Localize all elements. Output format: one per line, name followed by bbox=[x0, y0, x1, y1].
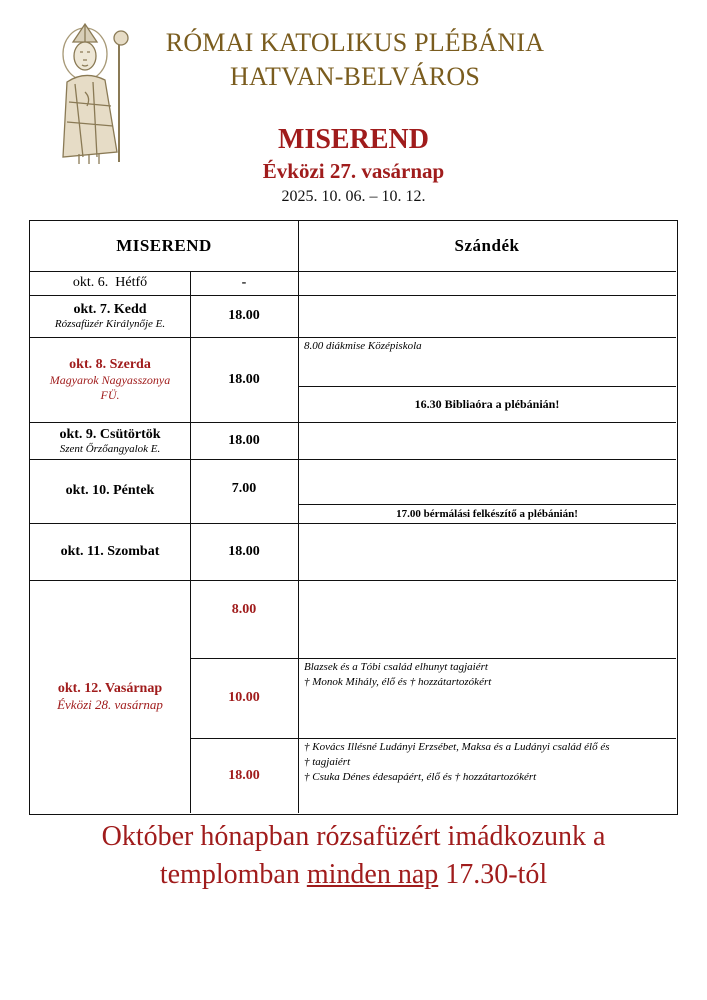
day-cell bbox=[30, 337, 190, 422]
feast-label: Szent Őrzőangyalok E. bbox=[59, 442, 161, 455]
announcement-emphasis: minden nap bbox=[306, 859, 439, 890]
time-cell: 8.00 bbox=[231, 602, 257, 617]
intention-line: † Monok Mihály, élő és † hozzátartozókért bbox=[304, 676, 492, 688]
day-cell bbox=[30, 271, 190, 295]
intention-line: Blazsek és a Tóbi család elhunyt tagjaiért bbox=[304, 661, 488, 673]
day-cell bbox=[30, 580, 190, 814]
time-cell: - bbox=[241, 275, 247, 290]
day-label: okt. 7. Kedd bbox=[73, 302, 147, 317]
intention-list bbox=[304, 660, 491, 690]
parish-name-line1: RÓMAI KATOLIKUS PLÉBÁNIA bbox=[165, 28, 545, 57]
time-cell: 7.00 bbox=[231, 481, 257, 496]
day-label: okt. 8. Szerda bbox=[69, 356, 151, 372]
time-cell: 18.00 bbox=[228, 543, 260, 559]
header-miserend: MISEREND bbox=[116, 236, 212, 255]
day-cell bbox=[30, 459, 190, 523]
intention-list bbox=[304, 740, 610, 785]
feast-label: Rózsafüzér Királynője E. bbox=[54, 318, 166, 330]
day-label: okt. 11. Szombat bbox=[60, 543, 160, 559]
time-cell: 18.00 bbox=[228, 371, 260, 387]
intention-line: † Kovács Illésné Ludányi Erzsébet, Maksa és a Ludányi család élő és bbox=[304, 741, 610, 753]
day-cell bbox=[30, 523, 190, 580]
time-cell: 18.00 bbox=[228, 432, 260, 448]
announcement-text: 17.00 bérmálási felkészítő a plébánián! bbox=[396, 507, 578, 520]
intention-line: † tagjaiért bbox=[304, 756, 351, 768]
time-cell: 10.00 bbox=[228, 690, 260, 705]
time-cell: 18.00 bbox=[228, 768, 260, 783]
day-label: okt. 12. Vasárnap bbox=[57, 681, 163, 696]
day-label: okt. 6. Hétfő bbox=[72, 275, 148, 290]
time-cell: 18.00 bbox=[228, 308, 260, 323]
announcement-line1: Október hónapban rózsafüzért imádkozunk a bbox=[101, 821, 606, 852]
day-label: okt. 9. Csütörtök bbox=[59, 426, 161, 442]
intention-line: † Csuka Dénes édesapáért, élő és † hozzátartozókért bbox=[304, 771, 537, 783]
announcement-text: 17.30-tól bbox=[438, 859, 548, 890]
announcement-text: templomban bbox=[159, 859, 307, 890]
mass-schedule-table bbox=[29, 220, 678, 815]
day-label: okt. 10. Péntek bbox=[65, 483, 155, 498]
parish-name-line2: HATVAN-BELVÁROS bbox=[229, 62, 481, 91]
page-title: MISEREND bbox=[278, 124, 429, 155]
date-range: 2025. 10. 06. – 10. 12. bbox=[281, 188, 426, 205]
feast-label: Évközi 28. vasárnap bbox=[57, 697, 163, 712]
day-cell bbox=[30, 422, 190, 459]
intention-text: 8.00 diákmise Középiskola bbox=[304, 340, 422, 352]
rosary-announcement bbox=[0, 818, 707, 894]
day-cell bbox=[30, 295, 190, 337]
liturgical-week: Évközi 27. vasárnap bbox=[262, 159, 445, 183]
header-szandek: Szándék bbox=[454, 236, 520, 255]
announcement-line2 bbox=[0, 856, 707, 894]
announcement-text: 16.30 Bibliaóra a plébánián! bbox=[414, 396, 560, 411]
feast-label: Magyarok Nagyasszonya FÜ. bbox=[49, 372, 171, 402]
